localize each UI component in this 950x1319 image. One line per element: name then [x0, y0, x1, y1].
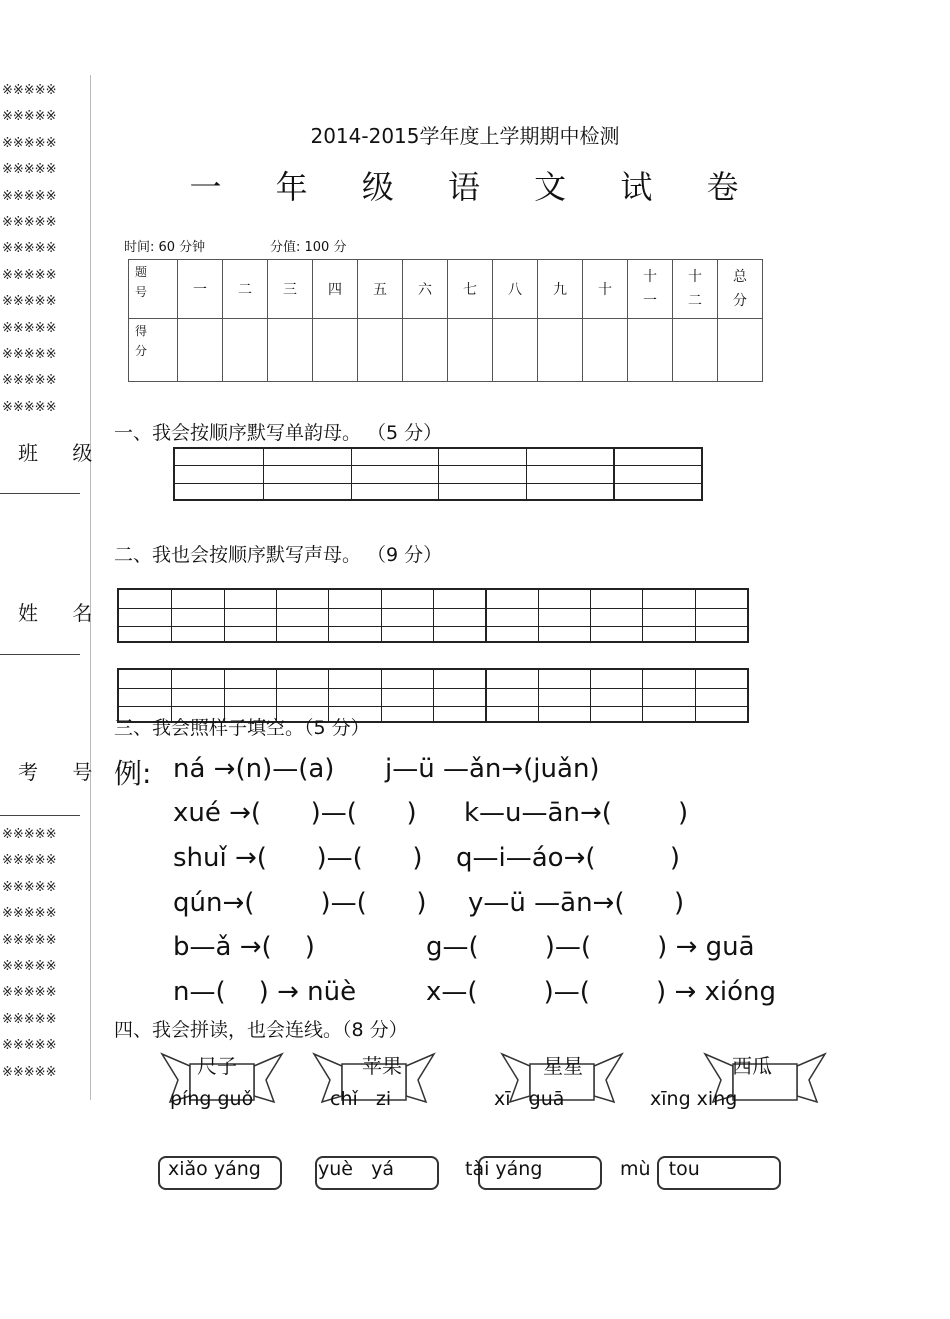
col-head: 八: [493, 260, 538, 319]
score-cell[interactable]: [718, 319, 763, 382]
q3-line-2-left[interactable]: shuǐ →( )—( ): [173, 843, 423, 873]
class-input-line[interactable]: [0, 493, 80, 494]
example-right: j—ü —ǎn→(juǎn): [385, 754, 600, 784]
question-1-title: 一、我会按顺序默写单韵母。 （5 分）: [114, 422, 443, 444]
q3-line-1-left[interactable]: xué →( )—( ): [173, 798, 417, 828]
class-label: 班 级: [18, 441, 107, 465]
q3-line-4-left[interactable]: b—ǎ →( ): [173, 932, 315, 962]
score-cell[interactable]: [583, 319, 628, 382]
row-head-question: 题 号: [129, 260, 178, 319]
exam-id-label: 考 号: [18, 760, 107, 784]
banner-2-word: 苹果: [362, 1054, 402, 1078]
col-head-total: 总 分: [718, 260, 763, 319]
q3-line-2-right[interactable]: q—i—áo→( ): [456, 843, 681, 873]
exam-id-input-line[interactable]: [0, 815, 80, 816]
q3-line-3-right[interactable]: y—ü —ān→( ): [468, 888, 685, 918]
score-cell[interactable]: [673, 319, 718, 382]
q2-writing-grid-1[interactable]: [117, 588, 749, 643]
time-info: 时间: 60 分钟: [124, 240, 206, 255]
col-head: 十 一: [628, 260, 673, 319]
col-head: 五: [358, 260, 403, 319]
q3-line-4-right[interactable]: g—( )—( ) → guā: [426, 932, 755, 962]
pinyin-2[interactable]: chǐ zi: [330, 1088, 392, 1110]
pinyin-3[interactable]: xī guā: [494, 1088, 565, 1110]
score-cell[interactable]: [628, 319, 673, 382]
q3-line-3-left[interactable]: qún→( )—( ): [173, 888, 427, 918]
pinyin-4[interactable]: xīng xing: [650, 1088, 738, 1110]
score-cell[interactable]: [358, 319, 403, 382]
banner-4-word: 西瓜: [732, 1054, 772, 1078]
pinyin-6[interactable]: yuè yá: [318, 1158, 394, 1180]
col-head: 六: [403, 260, 448, 319]
col-head: 九: [538, 260, 583, 319]
exam-title: 2014-2015学年度上学期期中检测: [310, 124, 620, 148]
col-head: 三: [268, 260, 313, 319]
score-cell[interactable]: [448, 319, 493, 382]
col-head: 十: [583, 260, 628, 319]
q3-line-5-right[interactable]: x—( )—( ) → xióng: [426, 977, 777, 1007]
example-label: 例:: [114, 757, 152, 790]
score-table: [128, 259, 763, 382]
exam-subtitle: 一 年 级 语 文 试 卷: [189, 168, 761, 206]
score-cell[interactable]: [178, 319, 223, 382]
score-info: 分值: 100 分: [270, 240, 347, 255]
name-label: 姓 名: [18, 601, 107, 625]
pinyin-7[interactable]: tài yáng: [465, 1158, 543, 1180]
score-cell[interactable]: [538, 319, 583, 382]
col-head: 一: [178, 260, 223, 319]
example-left: ná →(n)—(a): [173, 754, 335, 784]
banner-1-word: 尺子: [197, 1054, 237, 1078]
question-2-title: 二、我也会按顺序默写声母。 （9 分）: [114, 544, 443, 566]
q1-writing-grid[interactable]: [173, 447, 703, 501]
score-cell[interactable]: [223, 319, 268, 382]
question-3-title: 三、我会照样子填空。（5 分）: [114, 717, 370, 739]
name-input-line[interactable]: [0, 654, 80, 655]
score-cell[interactable]: [313, 319, 358, 382]
sidebar-stars-top: ※※※※※ ※※※※※ ※※※※※ ※※※※※ ※※※※※ ※※※※※ ※※※※※ ※※※※※ ※※※※※ ※※※※※ ※※※※※ ※※※※※ ※※※※※: [2, 83, 57, 415]
sidebar-stars-bottom: ※※※※※ ※※※※※ ※※※※※ ※※※※※ ※※※※※ ※※※※※ ※※※※※ ※※※※※ ※※※※※ ※※※※※: [2, 827, 57, 1080]
row-head-score: 得 分: [129, 319, 178, 382]
question-4-title: 四、我会拼读，也会连线。（8 分）: [114, 1019, 408, 1041]
col-head: 二: [223, 260, 268, 319]
col-head: 十 二: [673, 260, 718, 319]
pinyin-8[interactable]: mù tou: [620, 1158, 700, 1180]
col-head: 七: [448, 260, 493, 319]
pinyin-5[interactable]: xiǎo yáng: [168, 1158, 261, 1180]
q3-line-5-left[interactable]: n—( ) → nüè: [173, 977, 357, 1007]
score-cell[interactable]: [493, 319, 538, 382]
score-cell[interactable]: [268, 319, 313, 382]
sidebar-divider: [90, 75, 91, 1100]
banner-3-word: 星星: [543, 1054, 583, 1078]
score-cell[interactable]: [403, 319, 448, 382]
col-head: 四: [313, 260, 358, 319]
q3-line-1-right[interactable]: k—u—ān→( ): [464, 798, 689, 828]
pinyin-1[interactable]: píng guǒ: [170, 1088, 254, 1110]
